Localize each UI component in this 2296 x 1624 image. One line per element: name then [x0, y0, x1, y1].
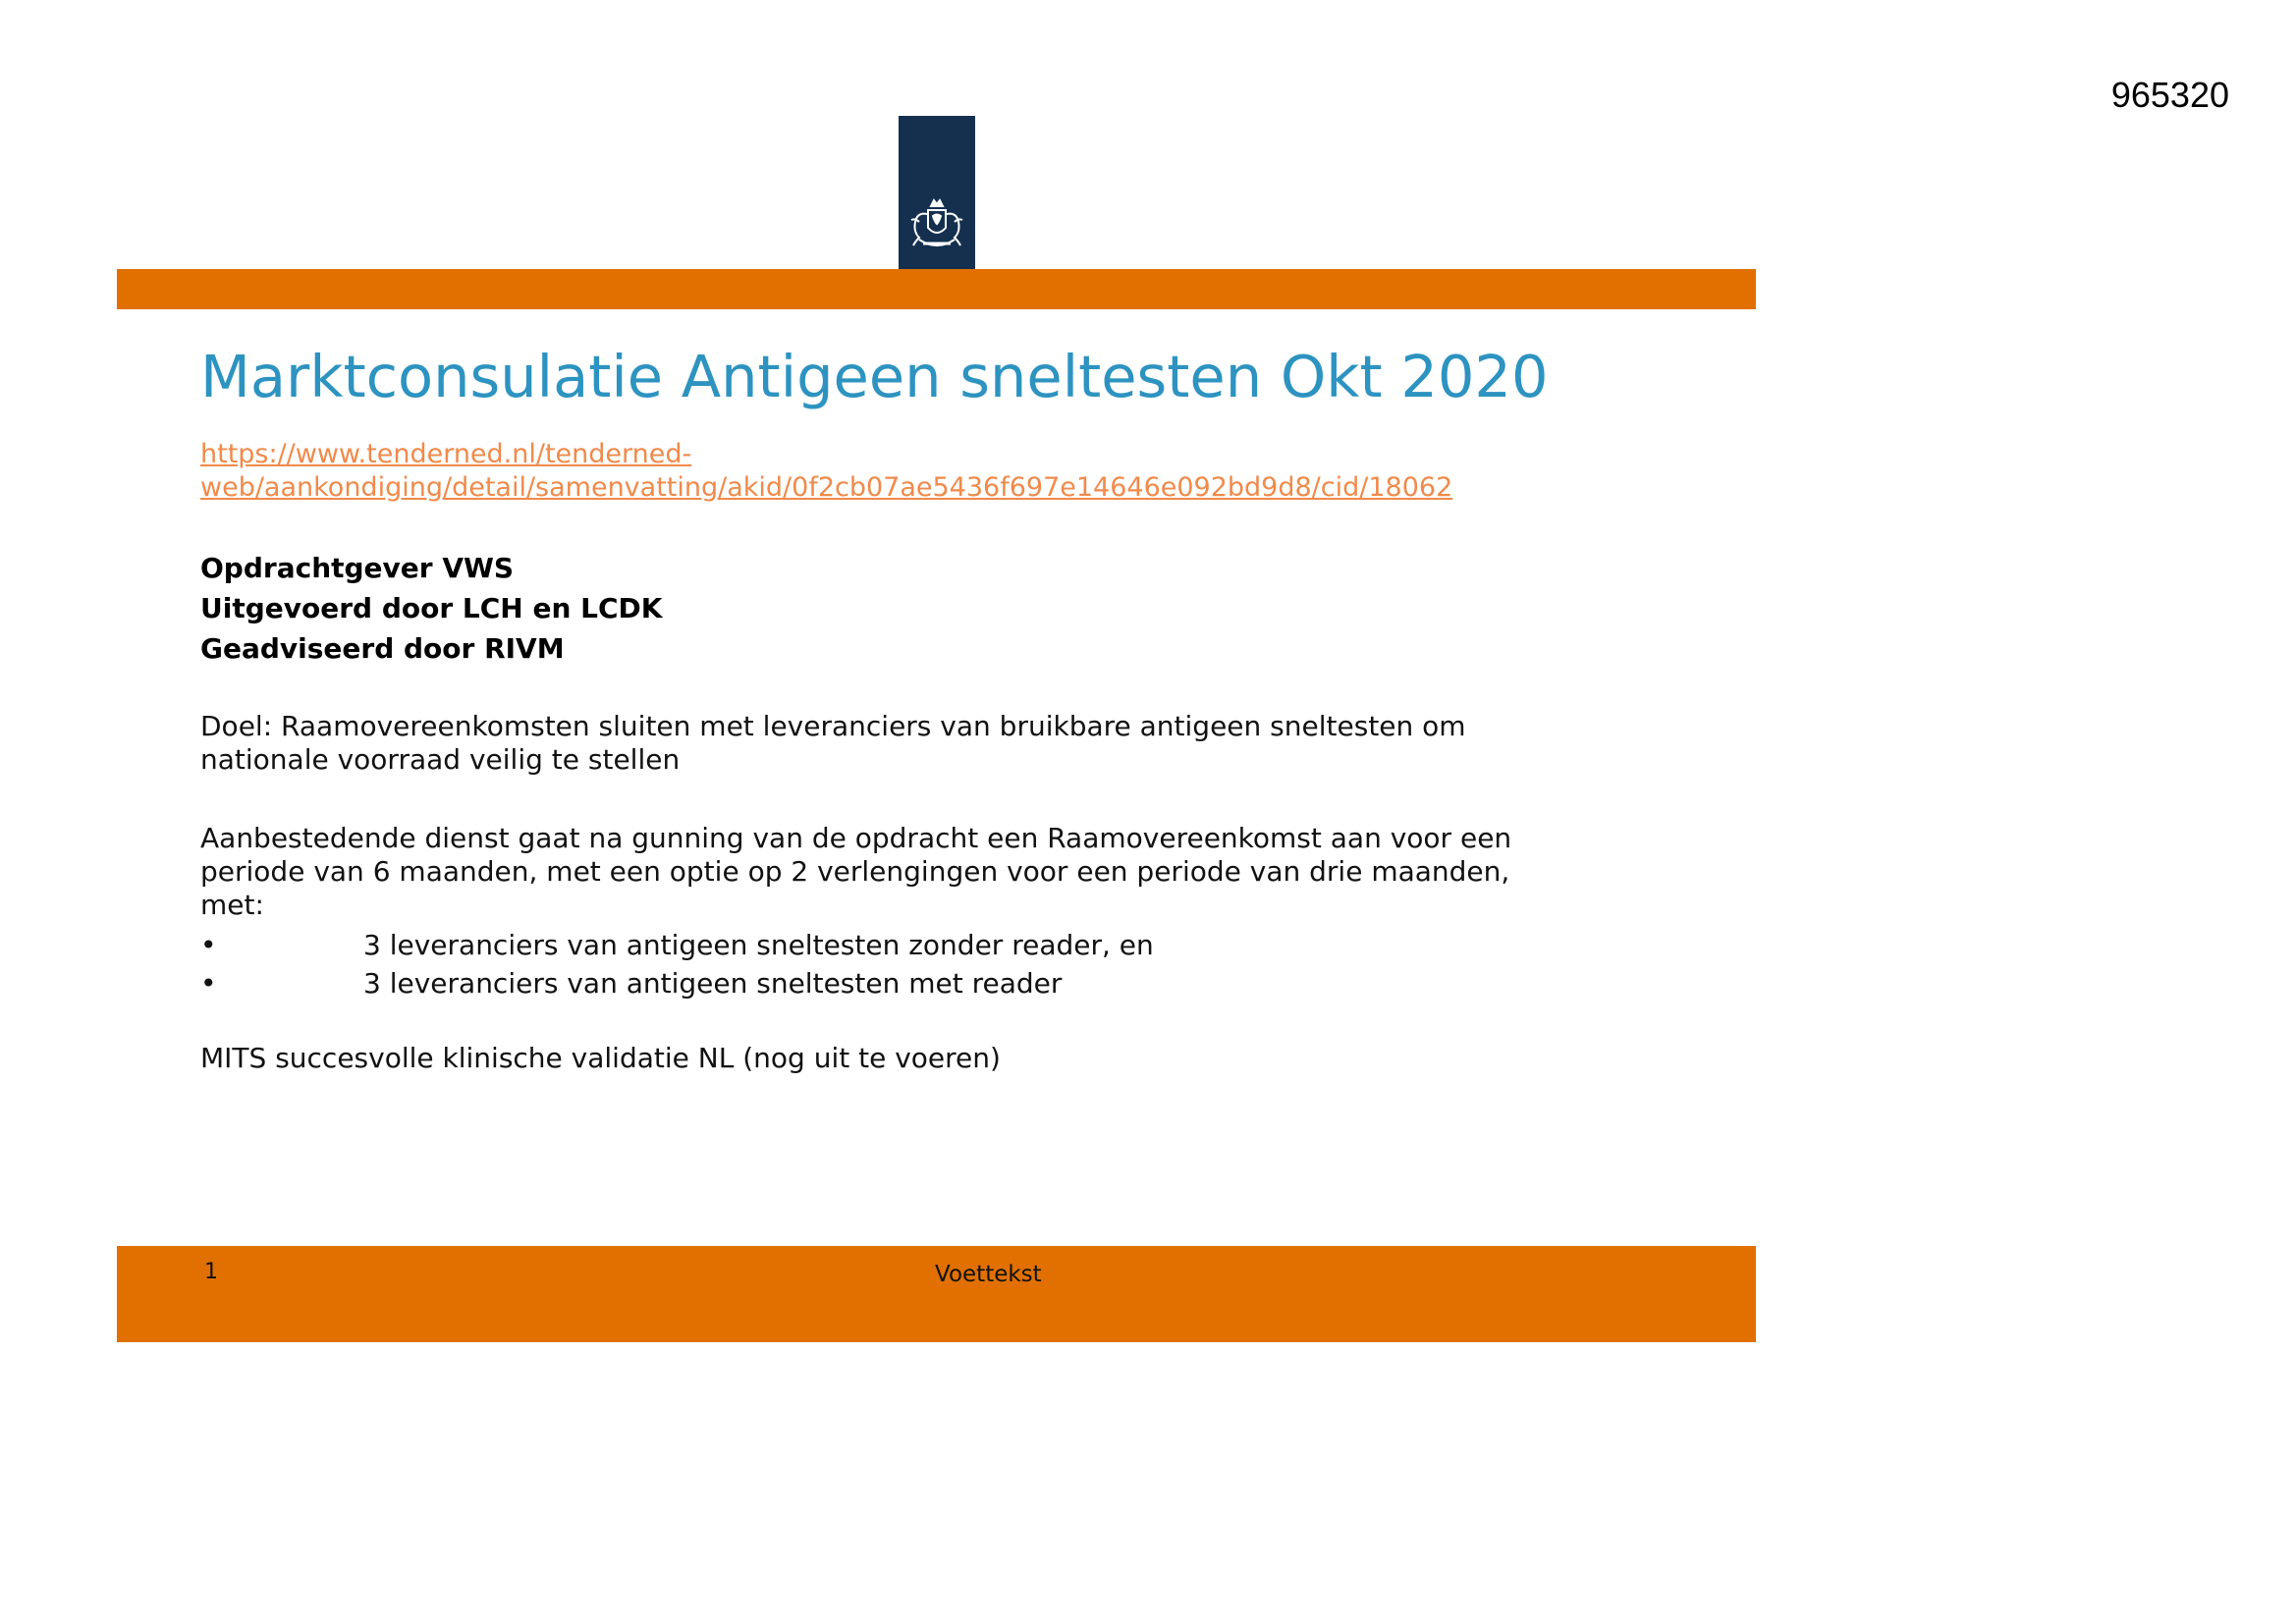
condition-paragraph: MITS succesvolle klinische validatie NL (nog uit te voeren)	[200, 1042, 1001, 1074]
list-item-text: 3 leveranciers van antigeen sneltesten met reader	[363, 967, 1063, 1000]
tenderned-link[interactable]	[200, 438, 1556, 505]
list-item	[200, 964, 1575, 1002]
client-line: Opdrachtgever VWS	[200, 552, 515, 584]
supplier-list	[200, 926, 1575, 1002]
link-line: https://www.tenderned.nl/tenderned-	[200, 439, 692, 469]
goal-line: nationale voorraad veilig te stellen	[200, 743, 681, 776]
goal-paragraph	[200, 710, 1575, 777]
slide-content	[200, 336, 1575, 1075]
top-accent-bar	[117, 269, 1756, 309]
goal-line: Doel: Raamovereenkomsten sluiten met leveranciers van bruikbare antigeen sneltesten om	[200, 710, 1466, 742]
list-item	[200, 926, 1575, 964]
contract-line: periode van 6 maanden, met een optie op 2 verlengingen voor een periode van drie maanden,	[200, 855, 1510, 888]
footer-text: Voettekst	[935, 1262, 1042, 1287]
document-number: 965320	[2110, 75, 2229, 115]
link-line: web/aankondiging/detail/samenvatting/akid/0f2cb07ae5436f697e14646e092bd9d8/cid/18062	[200, 472, 1453, 503]
page-title: Marktconsulatie Antigeen sneltesten Okt 2020	[200, 343, 1549, 410]
organisation-info	[200, 548, 1575, 669]
list-item-text: 3 leveranciers van antigeen sneltesten zonder reader, en	[363, 929, 1154, 961]
bullet-icon: •	[200, 929, 217, 961]
contract-paragraph	[200, 822, 1575, 922]
advisor-line: Geadviseerd door RIVM	[200, 632, 565, 665]
contract-line: Aanbestedende dienst gaat na gunning van de opdracht een Raamovereenkomst aan voor een	[200, 822, 1512, 854]
page-number: 1	[204, 1260, 218, 1284]
footer-bar	[117, 1246, 1756, 1342]
government-logo	[899, 116, 975, 271]
coat-of-arms-icon	[905, 196, 968, 255]
executor-line: Uitgevoerd door LCH en LCDK	[200, 592, 663, 624]
bullet-icon: •	[200, 967, 217, 1000]
contract-line: met:	[200, 889, 264, 921]
